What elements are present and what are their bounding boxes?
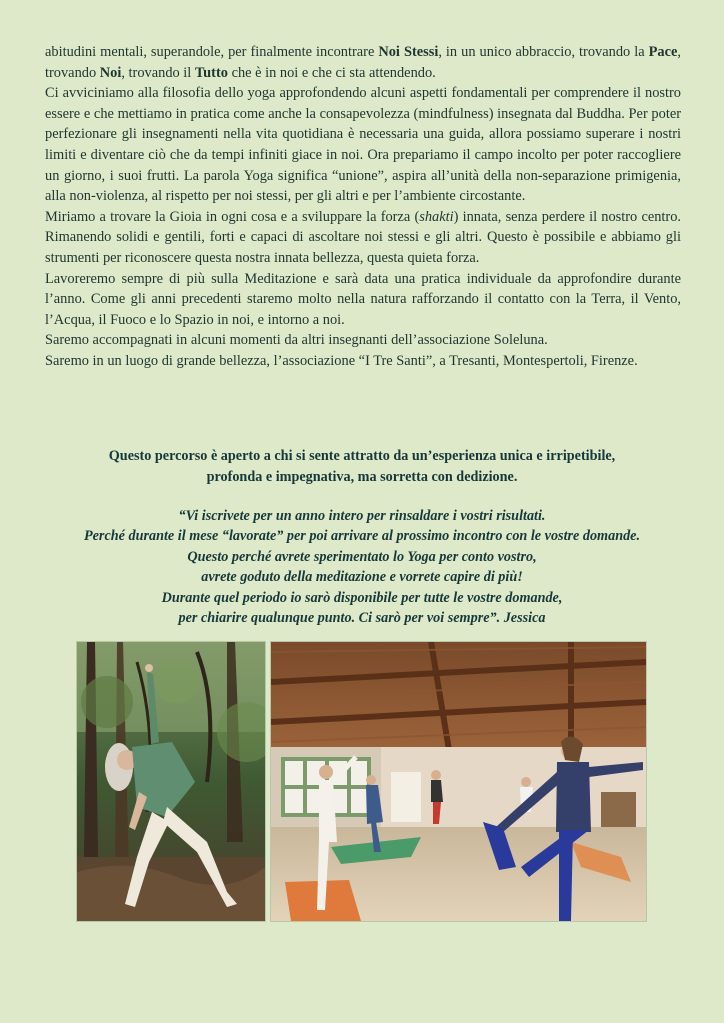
quote-line-3: Questo perché avrete sperimentato lo Yoga per conto vostro,	[187, 548, 537, 565]
paragraph-1-run-7: , trovando il	[121, 64, 195, 81]
quote-line-6: per chiarire qualunque punto. Ci sarò per voi sempre”. Jessica	[178, 610, 546, 627]
paragraph-3-run-1: Miriamo a trovare la Gioia in ogni cosa e a sviluppare la forza (	[45, 208, 420, 225]
callout-line-1: Questo percorso è aperto a chi si sente attratto da un’esperienza unica e irripetibile,	[108, 448, 616, 464]
quote-line-2: Perché durante il mese “lavorate” per poi arrivare al prossimo incontro con le vostre domande.	[83, 528, 641, 545]
callout-line-2: profonda e impegnativa, ma sorretta con dedizione.	[206, 468, 518, 485]
quote-line-5: Durante quel periodo io sarò disponibile per tutte le vostre domande,	[161, 589, 563, 606]
paragraph-5	[45, 330, 681, 351]
paragraph-4-run-1: Lavoreremo sempre di più sulla Meditazione e sarà data una pratica individuale da approfondire durante l’anno. Come gli anni precedenti staremo molto nella natura rafforzando il contatto con la Terra, il Vento, l’Acqua, il Fuoco e lo Spazio in noi, e intorno a noi.	[45, 270, 681, 328]
quote-block	[40, 506, 684, 628]
photo-forest-yoga	[76, 641, 266, 922]
paragraph-2-run-1: Ci avviciniamo alla filosofia dello yoga approfondendo alcuni aspetti fondamentali per comprendere il nostro essere e che mettiamo in pratica come anche la consapevolezza (mindfulness) insegnata dal Buddha. Per poter perfezionare gli insegnamenti nella vita quotidiana è necessaria una guida, allora possiamo superare i nostri limiti e diventare ciò che da tempi infiniti giace in noi. Ora prepariamo il campo incolto per poter raccogliere un giorno, i suoi frutti. La parola Yoga significa “unione”, aspira all’unità della non-separazione primigenia, alla non-violenza, al rispetto per noi stessi, per gli altri e per l’ambiente circostante.	[45, 85, 681, 205]
paragraph-1-run-3: , in un unico abbraccio, trovando la	[438, 44, 649, 60]
paragraph-1	[45, 42, 681, 83]
paragraph-6	[45, 351, 681, 372]
paragraph-1-run-6: Noi	[99, 64, 122, 81]
quote-line-1: “Vi iscrivete per un anno intero per rinsaldare i vostri risultati.	[178, 508, 546, 524]
forest-yoga-illustration	[77, 642, 265, 921]
paragraph-4	[45, 269, 681, 331]
paragraph-3-run-3: ) innata, senza perdere il nostro centro. Rimanendo solidi e gentili, forti e capaci di ascoltare noi stessi e gli altri. Questo è possibile e abbiamo gli strumenti per riconoscere questa nostra innata bellezza, questa quieta forza.	[45, 208, 681, 266]
paragraph-3-run-2: shakti	[419, 208, 454, 225]
quote-line-4: avrete goduto della meditazione e vorrete capire di più!	[201, 569, 523, 586]
paragraph-2	[45, 83, 681, 207]
body-text	[45, 42, 681, 372]
paragraph-1-run-5: , trovando	[45, 44, 681, 81]
photo-yoga-class	[270, 641, 647, 922]
paragraph-1-run-2: Noi Stessi	[378, 44, 439, 60]
yoga-class-illustration	[271, 642, 646, 921]
callout-text	[40, 446, 684, 487]
paragraph-5-run-1: Saremo accompagnati in alcuni momenti da altri insegnanti dell’associazione Soleluna.	[45, 332, 548, 349]
paragraph-6-run-1: Saremo in un luogo di grande bellezza, l’associazione “I Tre Santi”, a Tresanti, Montespertoli, Firenze.	[45, 352, 638, 369]
paragraph-3	[45, 207, 681, 269]
paragraph-1-run-9: che è in noi e che ci sta attendendo.	[227, 64, 436, 81]
paragraph-1-run-4: Pace	[648, 44, 678, 60]
paragraph-1-run-8: Tutto	[194, 64, 228, 81]
paragraph-1-run-1: abitudini mentali, superandole, per finalmente incontrare	[45, 44, 379, 60]
